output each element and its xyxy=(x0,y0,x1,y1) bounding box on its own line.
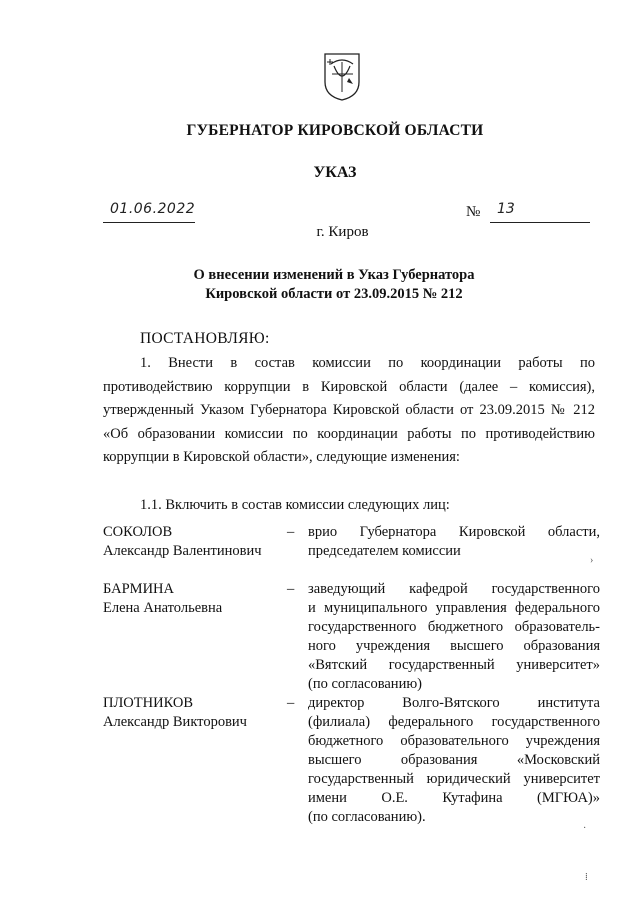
scan-mark: · xyxy=(583,823,587,834)
subject-line: О внесении изменений в Указ Губернатора xyxy=(193,267,475,283)
member-dash: – xyxy=(287,581,295,597)
member-surname: СОКОЛОВ xyxy=(103,524,173,540)
member-dash: – xyxy=(287,524,295,540)
role-line: имени О.Е. Кутафина (МГЮА)» xyxy=(308,790,600,806)
coat-of-arms-icon xyxy=(322,52,362,102)
member-name: Елена Анатольевна xyxy=(103,600,223,616)
subject-line: Кировской области от 23.09.2015 № 212 xyxy=(205,286,463,302)
document-number: 13 xyxy=(497,201,515,217)
paragraph-1-1: 1.1. Включить в состав комиссии следующих лиц: xyxy=(140,497,450,513)
member-dash: – xyxy=(287,695,295,711)
document-subject xyxy=(0,266,640,304)
scan-mark: ⁞ xyxy=(585,872,588,883)
role-line: (по согласованию). xyxy=(308,809,426,825)
member-role xyxy=(308,694,600,827)
role-line: (филиала) федерального государственного xyxy=(308,714,600,730)
document-date: 01.06.2022 xyxy=(110,201,196,217)
role-line: заведующий кафедрой государственного xyxy=(308,581,600,597)
role-line: ного учреждения высшего образования xyxy=(308,638,600,654)
city: г. Киров xyxy=(316,224,369,240)
role-line: «Вятский государственный университет» xyxy=(308,657,600,673)
member-surname: ПЛОТНИКОВ xyxy=(103,695,194,711)
role-line: бюджетного образовательного учреждения xyxy=(308,733,600,749)
member-name: Александр Валентинович xyxy=(103,543,262,559)
role-line: высшего образования «Московский xyxy=(308,752,600,768)
scan-mark: › xyxy=(590,555,594,566)
role-line: (по согласованию) xyxy=(308,676,422,692)
role-line: директор Волго-Вятского института xyxy=(308,695,600,711)
member-surname: БАРМИНА xyxy=(103,581,174,597)
member-role xyxy=(308,580,600,694)
number-label: № xyxy=(466,204,481,220)
role-line: и муниципального управления федерального xyxy=(308,600,600,616)
role-line: врио Губернатора Кировской области, xyxy=(308,524,600,540)
document-type: УКАЗ xyxy=(313,164,357,181)
role-line: государственный юридический университет xyxy=(308,771,600,787)
role-line: государственного бюджетного образователь- xyxy=(308,619,600,635)
member-name: Александр Викторович xyxy=(103,714,247,730)
role-line: председателем комиссии xyxy=(308,543,461,559)
member-role xyxy=(308,523,600,561)
paragraph-1: 1. Внести в состав комиссии по координации работы по противодействию коррупции в Кировской области (далее – комиссия), утвержденный Указом Губернатора Кировской области от 23.09.2015 № 212 «Об образовании комиссии по координации работы по противодействию коррупции в Кировской области», следующие изменения: xyxy=(103,355,595,465)
decree-word: ПОСТАНОВЛЯЮ: xyxy=(140,330,270,347)
governor-title: ГУБЕРНАТОР КИРОВСКОЙ ОБЛАСТИ xyxy=(186,122,484,139)
